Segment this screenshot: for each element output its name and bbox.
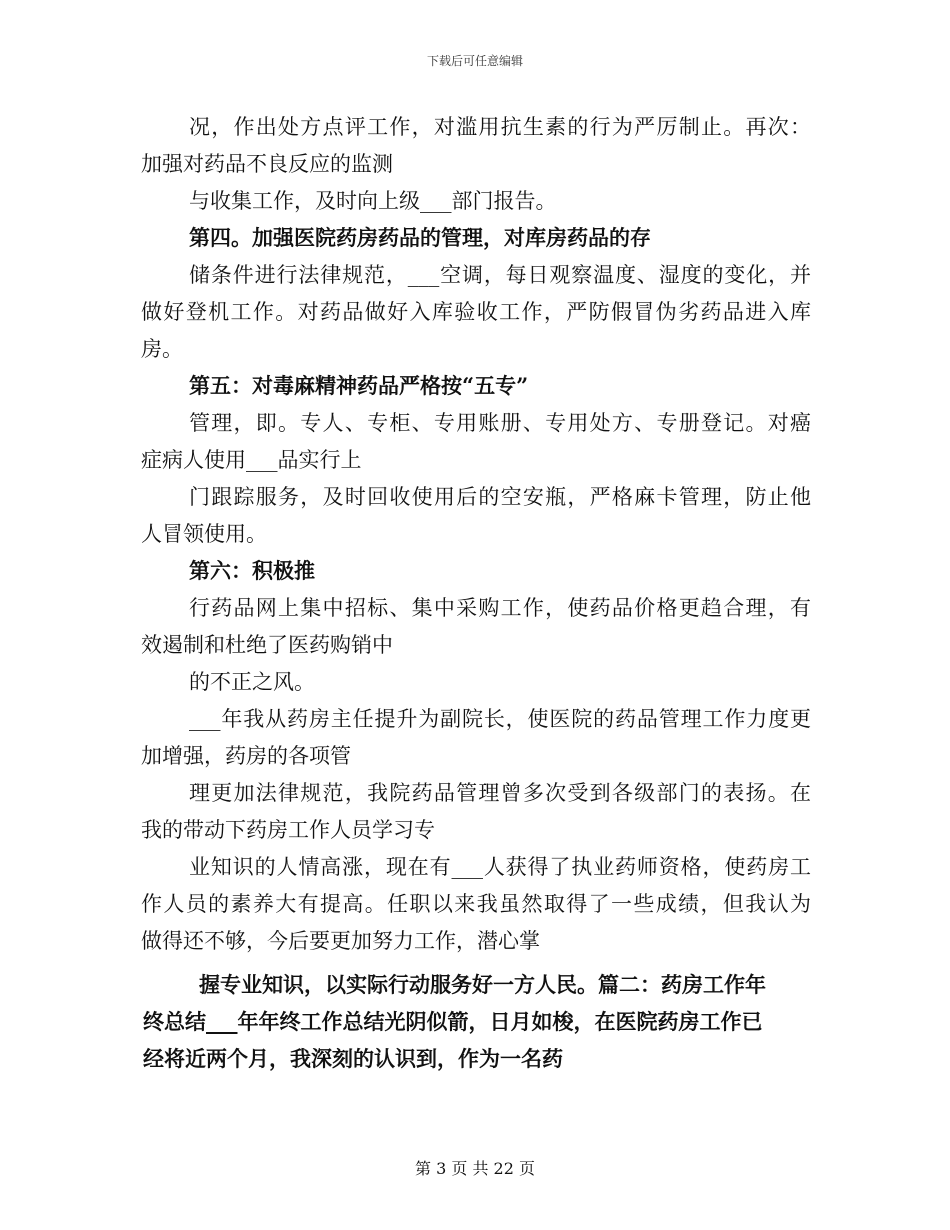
section-heading: 第五：对毒麻精神药品严格按“五专” [189, 373, 529, 398]
paragraph-line: 症病人使用___品实行上 [141, 448, 362, 472]
paragraph-line: 管理，即。专人、专柜、专用账册、专用处方、专册登记。对癌 [189, 411, 811, 435]
paragraph-line: 人冒领使用。 [141, 522, 267, 546]
paragraph-line: 做得还不够，今后要更加努力工作，潜心掌 [141, 929, 540, 953]
paragraph-line: 加增强，药房的各项管 [141, 744, 351, 768]
paragraph-line: 行药品网上集中招标、集中采购工作，使药品价格更趋合理，有 [189, 596, 811, 620]
bold-line: 终总结___年年终工作总结光阴似箭，日月如梭，在医院药房工作已 [143, 1010, 763, 1034]
paragraph-line: 业知识的人情高涨，现在有___人获得了执业药师资格，使药房工 [189, 855, 811, 879]
paragraph-line: 门跟踪服务，及时回收使用后的空安瓶，严格麻卡管理，防止他 [189, 485, 811, 509]
paragraph-line: 做好登机工作。对药品做好入库验收工作，严防假冒伪劣药品进入库 [141, 300, 811, 324]
page-footer: 第 3 页 共 22 页 [415, 1159, 535, 1178]
paragraph-line: 况，作出处方点评工作，对滥用抗生素的行为严厉制止。再次： [189, 115, 811, 139]
paragraph-line: 的不正之风。 [189, 670, 315, 694]
paragraph-line: 房。 [141, 337, 183, 361]
paragraph-line: 加强对药品不良反应的监测 [141, 152, 393, 176]
paragraph-line: 我的带动下药房工作人员学习专 [141, 818, 435, 842]
section-heading: 第六：积极推 [189, 558, 315, 583]
paragraph-line: 与收集工作，及时向上级___部门报告。 [189, 189, 557, 213]
bold-line: 握专业知识，以实际行动服务好一方人民。篇二：药房工作年 [199, 973, 766, 997]
page-header: 下载后可任意编辑 [426, 54, 523, 68]
paragraph-line: 效遏制和杜绝了医药购销中 [141, 633, 393, 657]
section-heading: 第四。加强医院药房药品的管理，对库房药品的存 [189, 225, 651, 250]
paragraph-line: 理更加法律规范，我院药品管理曾多次受到各级部门的表扬。在 [189, 781, 811, 805]
paragraph-line: 储条件进行法律规范，___空调，每日观察温度、湿度的变化，并 [189, 263, 811, 287]
paragraph-line: ___年我从药房主任提升为副院长，使医院的药品管理工作力度更 [189, 707, 811, 731]
bold-line: 经将近两个月，我深刻的认识到，作为一名药 [143, 1047, 563, 1071]
paragraph-line: 作人员的素养大有提高。任职以来我虽然取得了一些成绩，但我认为 [141, 892, 811, 916]
